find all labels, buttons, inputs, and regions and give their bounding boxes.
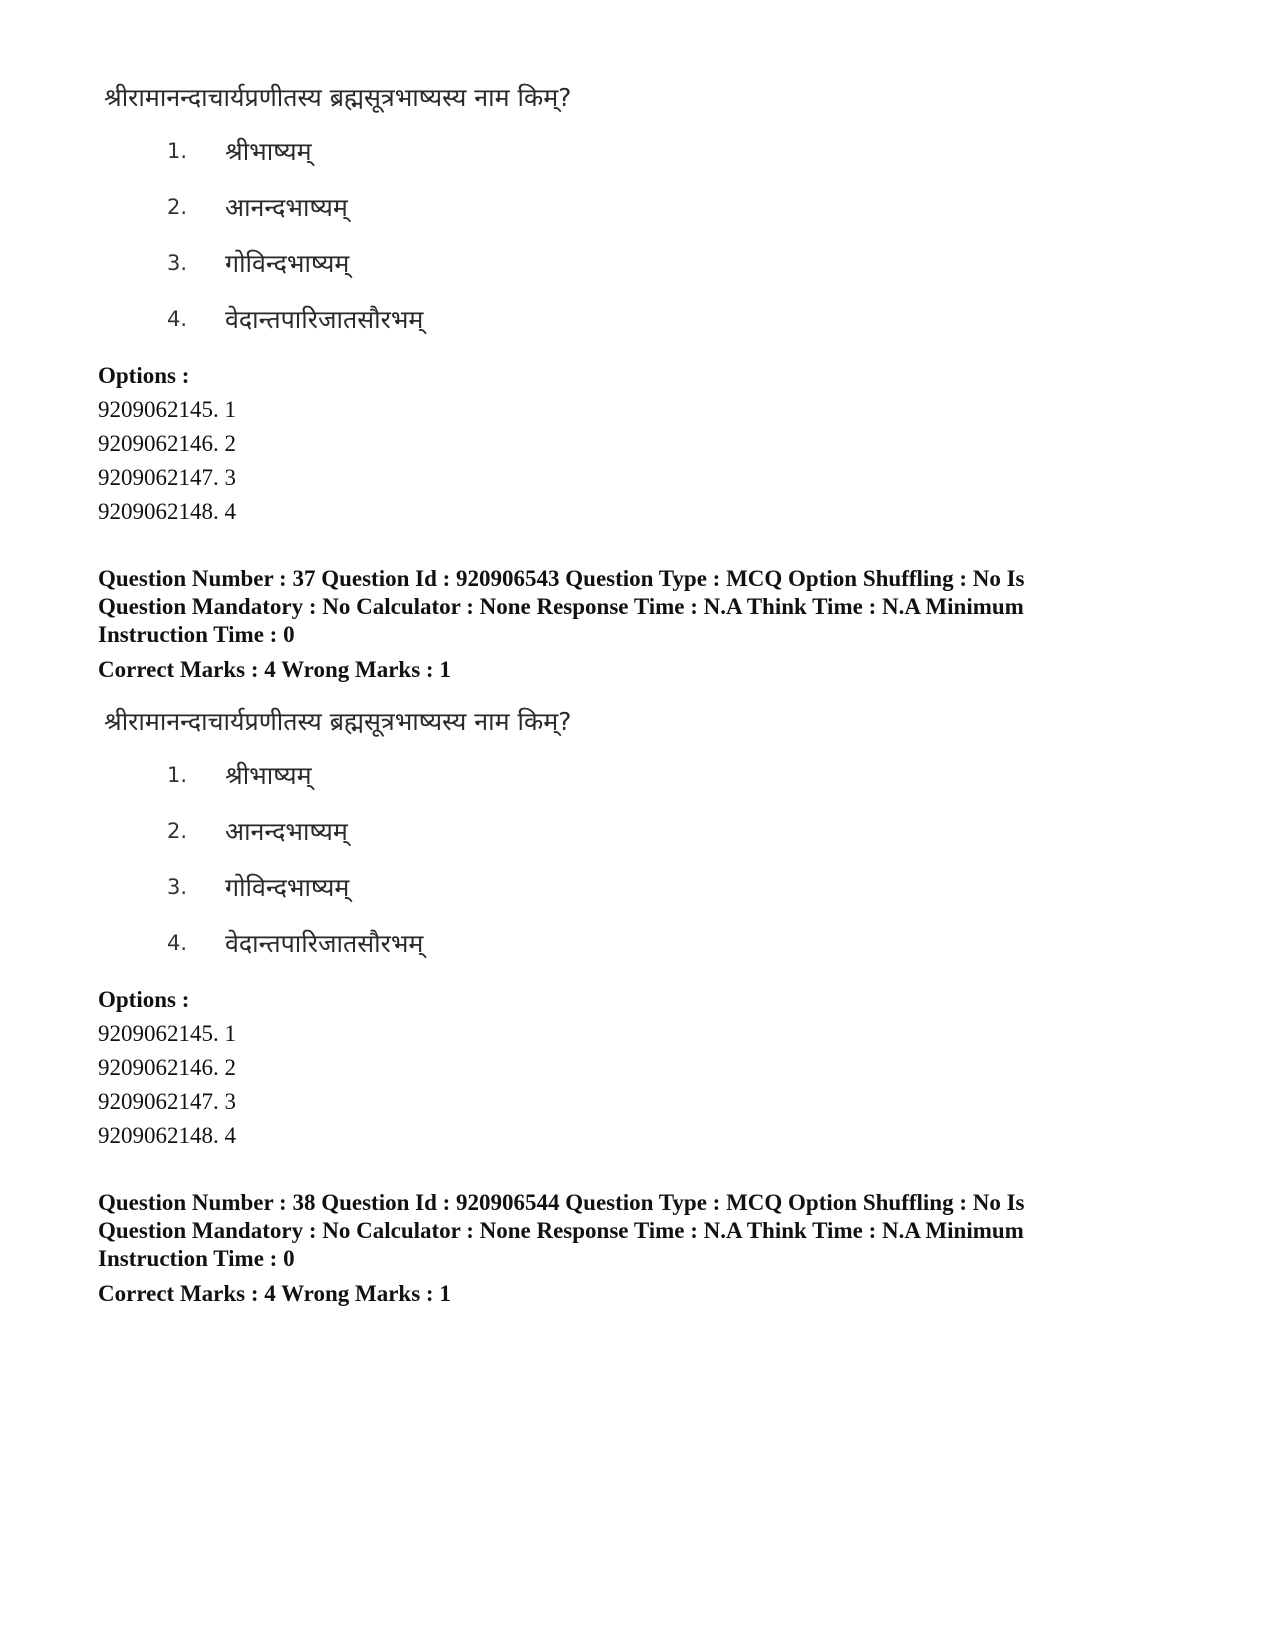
meta-line: Instruction Time : 0 — [98, 1246, 295, 1271]
options-label: Options : — [98, 987, 190, 1012]
question-image-1 — [104, 81, 664, 347]
choice-number: 4. — [167, 307, 188, 331]
choice-text: श्रीभाष्यम् — [225, 137, 312, 166]
question-meta-37 — [98, 565, 1108, 684]
choice-number: 3. — [167, 251, 188, 275]
option-id: 9209062147. 3 — [98, 465, 236, 490]
meta-line: Question Mandatory : No Calculator : None Response Time : N.A Think Time : N.A Minimum — [98, 594, 1024, 619]
option-id: 9209062148. 4 — [98, 499, 236, 524]
choice-number: 2. — [167, 819, 188, 843]
choice-item — [104, 915, 664, 971]
choice-number: 2. — [167, 195, 188, 219]
option-id: 9209062145. 1 — [98, 1021, 236, 1046]
option-id: 9209062146. 2 — [98, 1055, 236, 1080]
choice-number: 1. — [167, 139, 188, 163]
choice-number: 3. — [167, 875, 188, 899]
choice-number: 4. — [167, 931, 188, 955]
choice-item — [104, 123, 664, 179]
choice-text: गोविन्दभाष्यम् — [225, 249, 350, 278]
option-id: 9209062146. 2 — [98, 431, 236, 456]
meta-line: Question Number : 38 Question Id : 920906544 Question Type : MCQ Option Shuffling : No Is — [98, 1190, 1025, 1215]
marks-line: Correct Marks : 4 Wrong Marks : 1 — [98, 1281, 451, 1306]
question-image-2 — [104, 705, 664, 971]
choice-item — [104, 291, 664, 347]
choice-text: गोविन्दभाष्यम् — [225, 873, 350, 902]
option-id: 9209062145. 1 — [98, 397, 236, 422]
meta-line: Question Mandatory : No Calculator : None Response Time : N.A Think Time : N.A Minimum — [98, 1218, 1024, 1243]
choice-text: आनन्दभाष्यम् — [225, 817, 348, 846]
meta-line: Question Number : 37 Question Id : 920906543 Question Type : MCQ Option Shuffling : No Is — [98, 566, 1025, 591]
choice-text: वेदान्तपारिजातसौरभम् — [225, 305, 424, 334]
choice-text: श्रीभाष्यम् — [225, 761, 312, 790]
options-block-2 — [98, 983, 236, 1153]
question-text: श्रीरामानन्दाचार्यप्रणीतस्य ब्रह्मसूत्रभाष्यस्य नाम किम्? — [104, 83, 572, 112]
choice-item — [104, 235, 664, 291]
question-meta-38 — [98, 1189, 1108, 1308]
choice-item — [104, 803, 664, 859]
marks-line: Correct Marks : 4 Wrong Marks : 1 — [98, 657, 451, 682]
choice-item — [104, 859, 664, 915]
choice-item — [104, 747, 664, 803]
question-text: श्रीरामानन्दाचार्यप्रणीतस्य ब्रह्मसूत्रभाष्यस्य नाम किम्? — [104, 707, 572, 736]
choice-list — [104, 123, 664, 347]
choice-item — [104, 179, 664, 235]
choice-number: 1. — [167, 763, 188, 787]
choice-text: आनन्दभाष्यम् — [225, 193, 348, 222]
choice-list — [104, 747, 664, 971]
option-id: 9209062148. 4 — [98, 1123, 236, 1148]
options-label: Options : — [98, 363, 190, 388]
meta-line: Instruction Time : 0 — [98, 622, 295, 647]
options-block-1 — [98, 359, 236, 529]
choice-text: वेदान्तपारिजातसौरभम् — [225, 929, 424, 958]
option-id: 9209062147. 3 — [98, 1089, 236, 1114]
